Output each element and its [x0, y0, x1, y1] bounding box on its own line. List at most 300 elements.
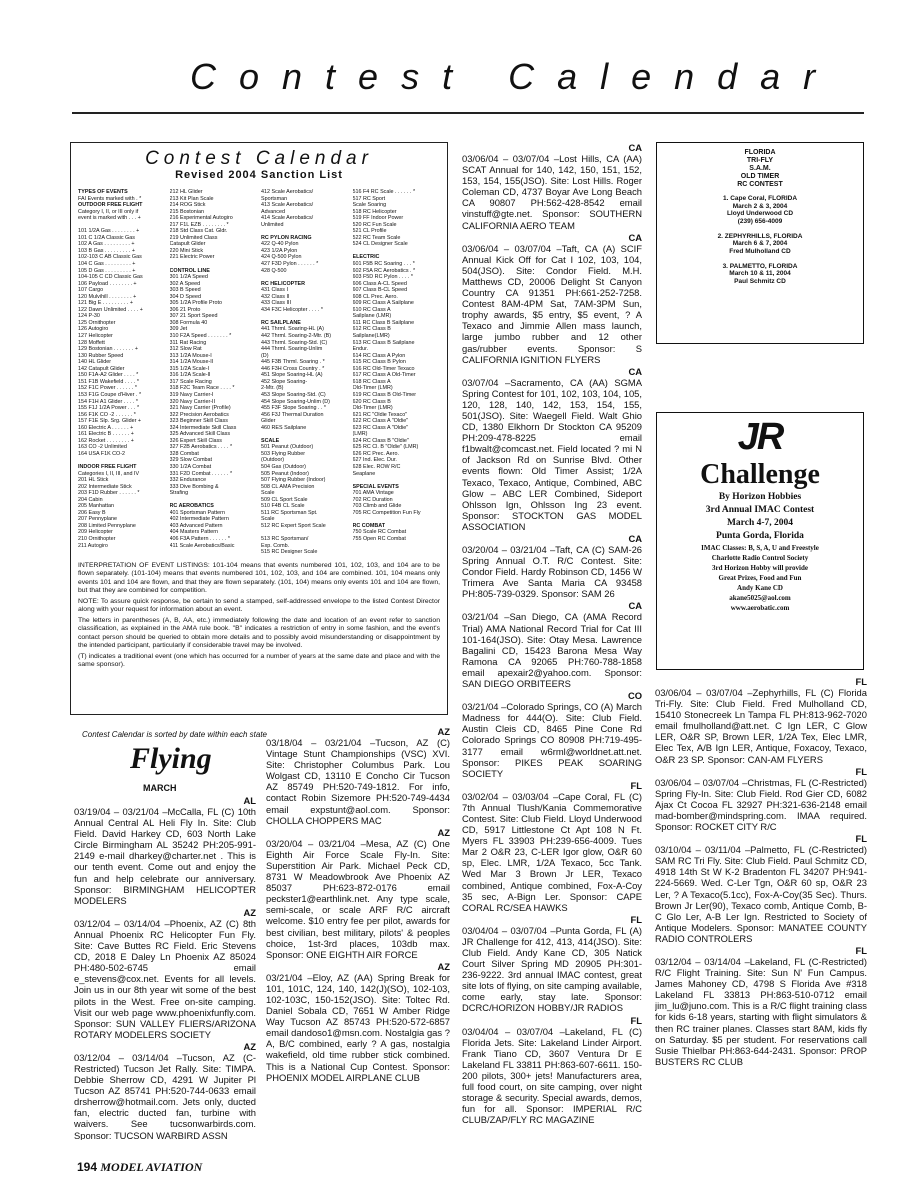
event-code-line: 509 CL Sport Scale	[261, 496, 308, 503]
ad2-line: Punta Gorda, Florida	[716, 531, 804, 541]
listing-column-2	[266, 726, 450, 1138]
ad1-line: 3. PALMETTO, FLORIDA	[722, 262, 798, 270]
event-code-line: RC COMBAT	[352, 522, 386, 529]
event-code-line: 306 21 Proto	[169, 306, 201, 313]
listing-column-4	[655, 676, 867, 1146]
sanction-list-box	[70, 142, 448, 715]
event-listing: 03/06/04 – 03/07/04 –Lost Hills, CA (AA) SCAT Annual for 140, 142, 150, 151, 152, 153, 154, 155(JSO). Site: Lost Hills. Roger Coleman CD, 4737 Boyar Ave Long Beach CA 90807 PH:562-428-8542 email vinstuff@gte.net. Sponsor: SOUTHERN CALIFORNIA AERO TEAM	[462, 153, 642, 231]
sanction-title: Contest Calendar	[145, 148, 373, 169]
event-code-line: 206 Easy B	[78, 509, 106, 516]
event-code-line: 628 Elec. ROW R/C	[352, 463, 401, 470]
event-code-line: 160 Electric A . . . . . . +	[78, 424, 134, 431]
event-code-line: Exp. Comb.	[261, 542, 290, 549]
state-code: FL	[855, 676, 867, 687]
event-code-line: 505 Peanut (Indoor)	[261, 470, 309, 477]
ad2-small-line: Great Prizes, Food and Fun	[718, 574, 802, 582]
interpretation-paragraph: INTERPRETATION OF EVENT LISTINGS: 101-104 means that events numbered 101, 102, 103, and 104 are to be flown separately. (101-104) means that events numbered 101, 102, 103, and 104 are combined. 101, 104 means only events 101 and 104 are flown, and that they are flown separately. (101, 104) means only events 101 and 104 are flown, but that they are combined for competition.	[78, 561, 440, 595]
ad1-line: March 6 & 7, 2004	[732, 240, 788, 247]
event-code-line: 516 F4 RC Scale . . . . . . *	[352, 189, 416, 195]
interpretation-paragraph: The letters in parentheses (A, B, AA, etc.) immediately following the date and location of an event refer to sanction classification, as explained in the AMA rule book. "B" indicates a restriction of entry in some fashion, and the event's contact person should be queried to obtain more details and to possibly avoid misunderstanding or disappointment by the intended participant, particularly if considerable travel may be involved.	[78, 616, 440, 650]
state-code: AZ	[243, 1040, 256, 1052]
ad2-small-line: IMAC Classes: B, S, A, U and Freestyle	[701, 544, 819, 552]
event-code-line: RC PYLON RACING	[261, 234, 312, 241]
jr-logo: JR	[737, 416, 783, 458]
event-code-line: 423 1/2A Pylon	[261, 247, 298, 254]
event-listing: 03/06/04 – 03/07/04 –Zephyrhills, FL (C) Florida Tri-Fly. Site: Club Field. Fred Mulholland CD, 15410 Stonecreek Ln Tampa FL PH:813-962-7020 email fmulholland@att.net. C Ign LER, C Glow LER, O&R SP, Brown LER, 1/2A Tex, Elec LMR, Elec Tex, A/B Ign LER, Antique, Foxacoy, Texaco, O&R 23 SP. Sponsor: CAN-AM FLYERS	[655, 687, 867, 765]
event-code-line: ELECTRIC	[352, 254, 380, 261]
event-code-line: 618 RC Class A	[352, 378, 391, 385]
event-code-line: 125 Ornithopter	[78, 319, 116, 326]
event-code-line: 705 RC Competition Fun Fly	[352, 509, 421, 516]
event-code-line: 301 1/2A Speed	[169, 274, 208, 281]
event-listing: 03/21/04 –San Diego, CA (AMA Record Trial) AMA National Record Trial for Cat III 101-164(JSO). Site: Otay Mesa. Lawrence Bagalini CD, 15423 Barona Mesa Way Ramona CA 92065 PH:760-788-1858 email apexair2@yahoo.com. Sponsor: SAN DIEGO ORBITEERS	[462, 611, 642, 690]
event-code-line: 130 Rubber Speed	[78, 352, 124, 359]
event-code-line: 155 F1J 1/2A Power . . . *	[78, 405, 140, 412]
event-code-line: 332 Endurance	[169, 477, 207, 484]
event-code-line: 208 Limited Pennyplane	[78, 522, 136, 529]
event-code-line: 328 Combat	[169, 450, 199, 457]
event-code-line: 153 F1G Coupe d'Hiver . *	[78, 391, 142, 398]
event-code-line: event is marked with . . . +	[78, 215, 141, 222]
event-code-line: FAI Events marked with . *	[78, 195, 142, 202]
event-code-line: 124 P-30	[78, 313, 100, 320]
event-code-line: 625 RC Cl. B "Oldie" (LMR)	[352, 444, 419, 451]
event-code-line: 105 D Gas . . . . . . . . . +	[78, 267, 136, 274]
event-code-line: 609 RC Class A Sailplane	[352, 300, 414, 307]
sort-note: Contest Calendar is sorted by date within each state	[82, 730, 267, 739]
event-code-line: 310 F2A Speed . . . . . . . *	[169, 333, 232, 340]
event-code-line: 215 Bostonian	[169, 208, 204, 215]
event-code-line: 142 Catapult Glider	[78, 365, 125, 372]
event-code-line: 602 F5A RC Aerobatics . *	[352, 267, 416, 274]
event-code-line: Old-Timer (LMR)	[352, 405, 393, 412]
month-heading: MARCH	[143, 783, 177, 793]
event-code-line: 201 HL Stick	[78, 477, 109, 484]
state-code: AZ	[437, 826, 450, 838]
event-code-line: 610 RC Class A	[352, 306, 391, 313]
event-listing: 03/06/04 – 03/07/04 –Taft, CA (A) SCIF Annual Kick Off for Cat I 102, 103, 104, 504(JSO). Site: Condor Field. M.H. Matthews CD, 20006 Delight St Canyon Country CA 91351 PH:661-252-7258. Contest 8AM-4PM Sat, 7AM-3PM Sun, trophy awards, $5 entry, $5 event, ? A Texaco and Jimmie Allen mass launch, large jumbo rubber and 12 other gas/rubber events. Sponsor: S CALIFORNIA IGNITION FLYERS	[462, 242, 642, 365]
event-code-line: 213 Kit Plan Scale	[169, 195, 214, 202]
event-listing: 03/10/04 – 03/11/04 –Palmetto, FL (C-Restricted) SAM RC Tri Fly. Site: Club Field. Paul Schmitz CD, 4918 14th St W K-2 Bradenton FL 34207 PH:941-224-5669. Wed. C-Ler Tgn, O&R 60 sp, O&R 23 Ler, ? A Texaco(5.1cc), Fox-A-Coy(35 Sec). Thurs. Brown Jr Ler(90), Texaco comb, Antique Comb, B-C Glo Ler, A-B Ler Ign. Restricted to Society of Antique Modelers. Sponsor: MANATEE COUNTY RADIO CONTROLERS	[655, 844, 867, 944]
event-code-line: 309 Jet	[169, 326, 188, 333]
event-code-line: Categories I, II, III, and IV	[78, 470, 140, 477]
event-code-line: 621 RC "Oldie Texaco"	[352, 411, 408, 418]
event-code-line: 515 RC Designer Scale	[261, 549, 318, 556]
ad2-details	[661, 491, 859, 543]
ad2-small-line: akane5025@aol.com	[729, 594, 791, 602]
event-code-line: 619 RC Class B Old-Timer	[352, 391, 417, 398]
ad1-title-line: S.A.M.	[749, 165, 771, 172]
state-code: CA	[628, 231, 642, 243]
event-codes-column-1	[78, 189, 166, 556]
event-code-line: 626 RC Prec. Aero.	[352, 450, 399, 457]
state-code: AL	[243, 795, 256, 806]
event-code-line: 329 Slow Combat	[169, 457, 213, 464]
event-code-line: 608 CL Prec. Aero.	[352, 293, 398, 300]
event-code-line: 453 Slope Soaring-Std. (C)	[261, 391, 326, 398]
ad2-headline: Challenge	[700, 459, 820, 490]
event-code-line: 204 Cabin	[78, 496, 103, 503]
event-code-line: 333 Dive Bombing &	[169, 483, 219, 490]
event-code-line: 128 Moffett	[78, 339, 105, 346]
ad2-small-line: www.aerobatic.com	[730, 604, 790, 612]
event-code-line: Sportsman	[261, 195, 288, 202]
state-code: CA	[628, 365, 642, 377]
event-code-line: 104 C Gas . . . . . . . . . +	[78, 261, 136, 268]
event-code-line: Endur.	[352, 346, 369, 353]
event-code-line: (D)	[261, 352, 269, 359]
event-code-line: 122 Dawn Unlimited . . . . +	[78, 306, 143, 313]
event-code-line: 703 Climb and Glide	[352, 503, 402, 510]
event-code-line: 518 RC Helicopter	[352, 208, 397, 215]
event-code-line: 318 F2C Team Race . . . . *	[169, 385, 235, 392]
event-code-line: 312 Slow Rat	[169, 346, 202, 353]
event-code-line: Glider	[261, 418, 276, 425]
interpretation-notes	[78, 562, 440, 670]
event-code-line: 622 RC Class A "Oldie"	[352, 418, 409, 425]
event-code-line: 219 Unlimited Class	[169, 234, 218, 241]
event-code-line: Category I, II, or III only if	[78, 208, 139, 215]
event-code-line: Seaplane	[352, 470, 376, 477]
event-listing: 03/20/04 – 03/21/04 –Taft, CA (C) SAM-26 Spring Annual O.T. R/C Contest. Site: Condor Field. Hardy Robinson CD, 1456 W Trimera Ave Santa Maria CA 93458 PH:805-739-0329. Sponsor: SAM 26	[462, 544, 642, 600]
event-code-line: 511 RC Sportsman Spt.	[261, 509, 318, 516]
event-listing: 03/12/04 – 03/14/04 –Lakeland, FL (C-Restricted) R/C Flight Training. Site: Sun N' Fun Campus. James Mahoney CD, 4798 S Florida Ave #318 Lakeland FL 33813 PH:863-510-0712 email jim_lu@juno.com. This is a R/C flight training class for kids 6-18 years, starting with flight simulators & then RC trainer planes. Classes start 8AM, kids fly on Saturday. $5 per student. For reservations call Susie Thielbar PH:863-644-2431. Sponsor: PROP BUSTERS RC CLUB	[655, 955, 867, 1067]
event-code-line: 126 Autogiro	[78, 326, 109, 333]
state-code: AZ	[243, 906, 256, 918]
event-code-line: 315 1/2A Scale-I	[169, 365, 210, 372]
page-number: 194	[77, 1160, 98, 1174]
page-footer	[77, 1160, 202, 1175]
event-code-line: 612 RC Class B	[352, 326, 391, 333]
state-code: AZ	[437, 726, 450, 737]
event-code-line: 755 Open RC Combat	[352, 535, 406, 542]
event-code-line: 451 Slope Soaring-HL (A)	[261, 372, 323, 379]
event-code-line: 624 RC Class B "Oldie"	[352, 437, 409, 444]
event-code-line: 161 Electric B . . . . . . +	[78, 431, 134, 438]
event-code-line: Sailplane (LMR)	[352, 313, 392, 320]
event-code-line: 503 Flying Rubber	[261, 450, 306, 457]
event-listing: 03/06/04 – 03/07/04 –Christmas, FL (C-Restricted) Spring Fly-In. Site: Club Field. Rod Gier CD, 6082 Ajax Ct Cocoa FL 32927 PH:321-636-2148 email mad-bomber@mindspring.com. IMAA required. Sponsor: ROCKET CITY R/C	[655, 776, 867, 833]
event-listing: 03/21/04 –Colorado Springs, CO (A) March Madness for 444(O). Site: Club Field. Austin Cleis CD, 8465 Pine Cone Rd Colorado Springs CO 80908 PH:719-495-3177 email w6rml@worldnet.att.net. Sponsor: PIKES PEAK SOARING SOCIETY	[462, 701, 642, 779]
event-code-line: 319 Navy Carrier-I	[169, 391, 214, 398]
event-code-line: 444 Thrml. Soaring-Unlim	[261, 346, 323, 353]
event-code-line: 508 CL AMA Precision	[261, 483, 315, 490]
event-code-line: 517 RC Sport	[352, 195, 386, 202]
event-code-line: SPECIAL EVENTS	[352, 483, 399, 490]
event-code-line: Advanced	[261, 208, 285, 215]
event-code-line: 412 Scale Aerobatics/	[261, 189, 314, 195]
event-listing: 03/12/04 – 03/14/04 –Tucson, AZ (C-Restricted) Tucson Jet Rally. Site: TIMPA. Debbie Sherrow CD, 4291 W Jupiter Pl Tucson AZ 85741 PH:520-744-0633 email drsherrow@hotmail.com. Jets only, ducted fan, electric ducted fan, turbine with waivers. See tucsonwarbirds.com. Sponsor: TUCSON WARBIRD ASSN	[74, 1051, 256, 1140]
state-code: AZ	[437, 960, 450, 972]
event-code-line: 428 Q-500	[261, 267, 287, 274]
event-code-line: 455 F3F Slope Soaring . . *	[261, 405, 327, 412]
event-code-line: Strafing	[169, 490, 189, 497]
state-code: FL	[630, 1014, 642, 1026]
event-code-line: 205 Manhattan	[78, 503, 114, 510]
listing-column-1	[74, 795, 256, 1140]
event-code-line: RC SAILPLANE	[261, 319, 301, 326]
event-code-line: 162 Rocket . . . . . . . . +	[78, 437, 134, 444]
event-code-line: 452 Slope Soaring-	[261, 378, 308, 385]
ad1-details	[663, 195, 857, 285]
event-code-line: 150 F1A-A2 Glider . . . . *	[78, 372, 139, 379]
event-code-line: Catapult Glider	[169, 241, 206, 248]
section-heading: Flying	[130, 742, 212, 775]
event-code-line: 311 Rat Racing	[169, 339, 207, 346]
event-code-line: 443 Thrml. Soaring-Std. (C)	[261, 339, 328, 346]
event-code-line: 140 HL Glider	[78, 359, 112, 366]
ad1-line: (239) 656-4009	[737, 217, 783, 225]
event-code-line: 323 Beginner Skill Class	[169, 418, 228, 425]
event-code-line: 221 Electric Power	[169, 254, 215, 261]
event-listing: 03/21/04 –Eloy, AZ (AA) Spring Break for 101, 101C, 124, 140, 142(J)(SO), 102-103, 102-103C, 150-152(JSO). Site: Toltec Rd. Daniel Sobala CD, 7651 W Amber Ridge Way Tucson AZ 85743 PH:520-572-6857 email dandoso1@msn.com. Nostalgia gas ? A, B/C combined, early ? A gas, nostalgia wakefield, old time rubber stick combined. This is a National Cup Contest. Sponsor: PHOENIX MODEL AIRPLANE CLUB	[266, 971, 450, 1083]
event-code-line: Scale	[261, 516, 275, 523]
event-code-line: 308 Formula 40	[169, 319, 208, 326]
event-code-line: 121 Big E . . . . . . . . . +	[78, 300, 133, 307]
ad1-title	[663, 149, 857, 189]
event-code-line: Scale Soaring	[352, 202, 387, 209]
event-code-line: 157 F1E Slp. Srg. Glider +	[78, 418, 142, 425]
ad1-title-line: OLD TIMER	[740, 173, 780, 180]
event-code-line: 431 Class I	[261, 287, 288, 294]
event-code-line: 750 Scale RC Combat	[352, 529, 407, 536]
event-code-line: 702 RC Duration	[352, 496, 393, 503]
event-code-line: TYPES OF EVENTS	[78, 189, 128, 195]
state-code: FL	[855, 944, 867, 956]
event-code-line: 446 F3H Cross Country . *	[261, 365, 325, 372]
event-code-line: 209 Helicopter	[78, 529, 113, 536]
event-code-line: 616 RC Old-Timer Texaco	[352, 365, 415, 372]
event-code-line: 317 Scale Racing	[169, 378, 212, 385]
state-code: CO	[627, 690, 642, 702]
ad1-line: 1. Cape Coral, FLORIDA	[722, 195, 798, 202]
event-code-line: 623 RC Class A "Oldie"	[352, 424, 409, 431]
event-code-line: 406 F3A Pattern . . . . . . *	[169, 535, 231, 542]
event-code-line: 127 Helicopter	[78, 333, 113, 340]
event-code-line: 606 Class A-CL Speed	[352, 280, 407, 287]
event-code-line: 211 Autogiro	[78, 542, 108, 549]
event-codes	[78, 189, 440, 556]
ad2-line: March 4-7, 2004	[726, 518, 794, 528]
event-listing: 03/02/04 – 03/03/04 –Cape Coral, FL (C) 7th Annual Tlush/Kania Commemorative Contest. Site: Club Field. Lloyd Underwood CD, 5917 Littlestone Ct Apt 108 N Ft. Myers FL 33903 PH:239-656-4009. Tues Mar 2 O&R 23, C-LER Igor glow, O&R 60 sp, Elec. LMR, 1/2A Texaco, 5cc Tank. Wed Mar 3 Brown Jr LER, Texaco combined, Antique combined, Fox-A-Coy 35 sec, A-Bign Ler. Sponsor: CAPE CORAL RC/SEA HAWKS	[462, 790, 642, 913]
state-code: FL	[855, 833, 867, 845]
event-code-line: 307 21 Sport Speed	[169, 313, 218, 320]
event-listing: 03/04/04 – 03/07/04 –Lakeland, FL (C) Florida Jets. Site: Lakeland Linder Airport. Frank Tiano CD, 3607 Ventura Dr E Lakeland FL 33811 PH:863-607-6611. 150-200 pilots, 300+ jets! Manufacturers area, full food court, on site camping, over night storage & security. Special awards, demos, fun for all. Sponsor: IMPERIAL R/C CLUB/ZAP/FLY RC MAGAZINE	[462, 1025, 642, 1126]
event-code-line: 627 Ind. Elec. Dur.	[352, 457, 397, 464]
page-header	[0, 48, 916, 108]
event-code-line: 207 Pennyplane	[78, 516, 117, 523]
event-code-line: 202 Intermediate Stick	[78, 483, 132, 490]
event-code-line: 325 Advanced Skill Class	[169, 431, 231, 438]
event-code-line: 614 RC Class A Pylon	[352, 352, 406, 359]
ad1-line: March 10 & 11, 2004	[729, 270, 791, 277]
event-code-line: 601 F5B RC Soaring . . . *	[352, 261, 415, 268]
event-code-line: Unlimited	[261, 221, 284, 228]
interpretation-paragraph: NOTE: To assure quick response, be certain to send a stamped, self-addressed envelope to the listed Contest Director along with your request for information about an event.	[78, 597, 440, 614]
event-code-line: 701 AMA Vintage	[352, 490, 394, 497]
event-code-line: 513 RC Sportsman/	[261, 535, 309, 542]
event-code-line: 303 B Speed	[169, 287, 201, 294]
event-code-line: 320 Navy Carrier-II	[169, 398, 216, 405]
sanction-subtitle: Revised 2004 Sanction List	[175, 169, 343, 181]
state-code: CA	[628, 142, 642, 153]
event-listing: 03/07/04 –Sacramento, CA (AA) SGMA Spring Contest for 101, 102, 103, 104, 105, 120, 128, 140, 142, 153, 154, 155, 501(JSO). Site: Waegell Field. Walt Ghio CD, 1380 Elkhorn Dr Stockton CA 95209 PH:209-478-8225 email f1bwalt@comcast.net. Field located ? mi N of Jackson Rd on Sunrise Blvd. Other events flown: Old Timer Assist; 1/2A Texaco, Texaco, Antique, Combined, ABC Glow – ABC LER Combined, Sideport Ohlsson Ign, Ohlsson Ing 23 event. Sponsor: STOCKTON GAS MODEL ASSOCIATION	[462, 376, 642, 532]
event-code-line: 151 F1B Wakefield . . . . *	[78, 378, 139, 385]
event-code-line: RC HELICOPTER	[261, 280, 306, 287]
event-code-line: 504 Gas (Outdoor)	[261, 463, 306, 470]
event-code-line: 414 Scale Aerobatics/	[261, 215, 314, 222]
event-code-line: 445 F3B Thrml. Soaring . *	[261, 359, 325, 366]
magazine-name: MODEL AVIATION	[100, 1160, 203, 1174]
ad2-small-details	[661, 543, 859, 613]
ad1-line: Lloyd Underwood CD	[726, 210, 794, 217]
event-code-line: (Outdoor)	[261, 457, 285, 464]
event-code-line: 305 1/2A Profile Proto	[169, 300, 222, 307]
ad1-line: Fred Mulholland CD	[729, 247, 791, 255]
event-code-line: 324 Intermediate Skill Class	[169, 424, 237, 431]
event-code-line: 501 Peanut (Outdoor)	[261, 444, 314, 451]
event-code-line: 163 CO -2 Unlimited	[78, 444, 127, 451]
state-code: CA	[628, 533, 642, 544]
event-code-line: 404 Masters Pattern	[169, 529, 219, 536]
event-code-line: 607 Class B-CL Speed	[352, 287, 408, 294]
event-code-line: 210 Ornithopter	[78, 535, 116, 542]
event-code-line: 212 HL Glider	[169, 189, 203, 195]
event-code-line: 304 D Speed	[169, 293, 201, 300]
ad2-small-line: 3rd Horizon Hobby will provide	[712, 564, 808, 572]
event-code-line: 519 FF Indoor Power	[352, 215, 404, 222]
event-code-line: 424 Q-500 Pylon	[261, 254, 302, 261]
event-code-line: 620 RC Class B	[352, 398, 391, 405]
event-code-line: 402 Intermediate Pattern	[169, 516, 229, 523]
event-code-line: 218 Std Class Cat. Gldr.	[169, 228, 228, 235]
event-listing: 03/04/04 – 03/07/04 –Punta Gorda, FL (A) JR Challenge for 412, 413, 414(JSO). Site: Club Field. Andy Kane CD, 305 Natick Court Silver Spring MD 20905 PH:301-236-9222. 3rd annual IMAC contest, great site lots of flying, on site camping available, come early, stay late. Sponsor: DCRC/HORIZON HOBBY/JR RADIOS	[462, 924, 642, 1014]
event-code-line: 454 Slope Soaring-Unlim (D)	[261, 398, 330, 405]
event-code-line: 432 Class II	[261, 293, 290, 300]
event-code-line: 521 CL Profile	[352, 228, 387, 235]
event-code-line: 152 F1C Power . . . . . . *	[78, 385, 138, 392]
event-code-line: 164 USA F1K CO-2	[78, 450, 126, 457]
event-code-line: 422 Q-40 Pylon	[261, 241, 299, 248]
event-code-line: 510 F4B CL Scale	[261, 503, 305, 510]
event-code-line: 433 Class III	[261, 300, 291, 307]
event-code-line: 401 Sportsman Pattern	[169, 509, 225, 516]
event-code-line: 413 Scale Aerobatics/	[261, 202, 314, 209]
event-code-line: 460 RES Sailplane	[261, 424, 307, 431]
event-code-line: 101 1/2A Gas . . . . . . . . +	[78, 228, 140, 235]
event-code-line: 214 ROG Stick	[169, 202, 206, 209]
ad1-line: Paul Schmitz CD	[734, 277, 786, 285]
event-code-line: 326 Expert Skill Class	[169, 437, 222, 444]
event-code-line: 615 RC Class B Pylon	[352, 359, 406, 366]
event-code-line: 120 Mulvihill . . . . . . . . +	[78, 293, 137, 300]
event-code-line: Scale	[261, 490, 275, 497]
event-code-line: RC AEROBATICS	[169, 503, 214, 510]
state-code: FL	[630, 913, 642, 925]
event-code-line: 2-Mtr. (B)	[261, 385, 284, 392]
event-code-line: 220 Mini Stick	[169, 247, 204, 254]
state-code: FL	[630, 779, 642, 791]
event-code-line: 456 F3J Thermal Duration	[261, 411, 324, 418]
event-code-line: 314 1/2A Mouse-II	[169, 359, 214, 366]
ad1-line	[663, 225, 857, 233]
header-rule	[72, 112, 864, 114]
event-code-line: 524 CL Designer Scale	[352, 241, 408, 248]
event-code-line: 603 F5D RC Pylon . . . . *	[352, 274, 414, 281]
ad1-line: March 2 & 3, 2004	[732, 202, 788, 210]
event-code-line: Sailplane(LMR)	[352, 333, 390, 340]
event-code-line: 434 F3C Helicopter . . . . *	[261, 306, 324, 313]
event-code-line: 316 1/2A Scale-II	[169, 372, 211, 379]
event-code-line: 613 RC Class B Sailplane	[352, 339, 415, 346]
interpretation-paragraph: (T) indicates a traditional event (one which has occurred for a number of years at the same date and place and with the same sponsor).	[78, 652, 440, 669]
florida-trifly-ad	[656, 142, 864, 344]
event-code-line: 129 Bostonian . . . . . . . +	[78, 346, 139, 353]
event-code-line: 522 RC Team Scale	[352, 234, 401, 241]
event-code-line: 104-105 C CD Classic Gas	[78, 274, 143, 281]
ad2-line: By Horizon Hobbies	[718, 492, 802, 502]
event-listing: 03/20/04 – 03/21/04 –Mesa, AZ (C) One Eighth Air Force Scale Fly-In. Site: Superstition Air Park. Michael Peck CD, 8731 W Meadowbrook Ave Phoenix AZ 85037 PH:623-872-0176 email peckster1@earthlink.net. Any type scale, semi-scale, or scale ARF R/C aircraft welcome. $10 entry fee per pilot, awards for best civilian, best military, pilots' & peoples choice, 1st-3rd places, 103db max. Sponsor: ONE EIGHTH AIR FORCE	[266, 837, 450, 960]
jr-challenge-ad	[656, 412, 864, 670]
event-code-line: Old-Timer (LMR)	[352, 385, 393, 392]
event-code-line: 322 Precision Aerobatics	[169, 411, 229, 418]
event-code-line: 107 Cargo	[78, 287, 104, 294]
event-code-line: 611 RC Class B Sailplane	[352, 319, 415, 326]
event-codes-column-4	[353, 189, 441, 556]
event-code-line: 507 Flying Rubber (Indoor)	[261, 477, 326, 484]
event-code-line: 411 Scale Aerobatics/Basic	[169, 542, 235, 549]
ad1-title-line: TRI-FLY	[746, 157, 774, 164]
ad2-line: 3rd Annual IMAC Contest	[705, 505, 815, 515]
event-code-line: (LMR)	[352, 431, 368, 438]
event-code-line: 617 RC Class A Old-Timer	[352, 372, 416, 379]
event-codes-column-3	[261, 189, 349, 556]
event-code-line: 302 A Speed	[169, 280, 201, 287]
ad2-small-line: Andy Kane CD	[737, 584, 783, 592]
ad1-title-line: RC CONTEST	[737, 181, 783, 188]
event-code-line: 512 RC Expert Sport Scale	[261, 522, 326, 529]
ad2-small-line: Charlotte Radio Control Society	[711, 554, 809, 562]
event-code-line: 520 RC Fun Scale	[352, 221, 397, 228]
event-code-line: 156 F1K CO -2 . . . . . . *	[78, 411, 136, 418]
state-code: CA	[628, 600, 642, 612]
ad1-title-line: FLORIDA	[744, 149, 776, 156]
ad1-line	[663, 255, 857, 263]
event-code-line: 441 Thrml. Soaring-HL (A)	[261, 326, 324, 333]
event-code-line: 101 C 1/2A Classic Gas	[78, 234, 135, 241]
event-code-line: 106 Payload . . . . . . . . +	[78, 280, 137, 287]
event-code-line: 216 Experimental Autogiro	[169, 215, 233, 222]
ad1-line: 2. ZEPHYRHILLS, FLORIDA	[717, 232, 803, 240]
event-code-line: CONTROL LINE	[169, 267, 210, 274]
event-code-line: 327 F2B Aerobatics . . . . *	[169, 444, 233, 451]
event-code-line: 154 F1H A1 Glider . . . . *	[78, 398, 138, 405]
event-code-line: 442 Thrml. Soaring-2-Mtr. (B)	[261, 333, 331, 340]
event-listing: 03/12/04 – 03/14/04 –Phoenix, AZ (C) 8th Annual Phoenix RC Helicopter Fun Fly. Site: Cave Buttes RC Field. Eric Stevens CD, 2018 E Daley Ln Phoenix AZ 85024 PH:480-502-6745 email e_stevens@cox.net. Events for all levels. Join us in our 8th year wit some of the best pilots in the West. Free on-site camping. Visit our web page www.phoenixfunfly.com. Sponsor: SUN VALLEY FLIERS/ARIZONA ROTARY MODELERS SOCIETY	[74, 917, 256, 1040]
event-codes-column-2	[170, 189, 258, 556]
event-code-line: 403 Advanced Pattern	[169, 522, 223, 529]
event-code-line: 331 F2D Combat . . . . . . *	[169, 470, 233, 477]
event-code-line: 313 1/2A Mouse-I	[169, 352, 212, 359]
event-code-line: 217 F1L EZB . . . . . . . . *	[169, 221, 229, 228]
event-listing: 03/18/04 – 03/21/04 –Tucson, AZ (C) Vintage Stunt Championships (VSC) XVI. Site: Christopher Columbus Park. Lou Wolgast CD, 13110 E Concho Cir Tucson AZ 85749 PH:520-749-1812. For info, contact Robin Sizemore PH:520-749-4434 email expstunt@aol.com. Sponsor: CHOLLA CHOPPERS MAC	[266, 737, 450, 826]
event-code-line: SCALE	[261, 437, 280, 444]
event-code-line: 330 1/2A Combat	[169, 463, 212, 470]
page-title: Contest Calendar	[190, 56, 839, 97]
event-code-line: 427 F3D Pylon . . . . . . *	[261, 261, 319, 268]
event-code-line: OUTDOOR FREE FLIGHT	[78, 202, 143, 209]
event-listing: 03/19/04 – 03/21/04 –McCalla, FL (C) 10th Annual Central AL Heli Fly In. Site: Club Field. David Harkey CD, 603 North Lake Circle Birmingham AL 35242 PH:205-991-2149 e-mail dharkey@charter.net . This is our tenth event. Come out and enjoy the fun and help celebrate our anniversary. Sponsor: BIRMINGHAM HELICOPTER MODELERS	[74, 806, 256, 906]
